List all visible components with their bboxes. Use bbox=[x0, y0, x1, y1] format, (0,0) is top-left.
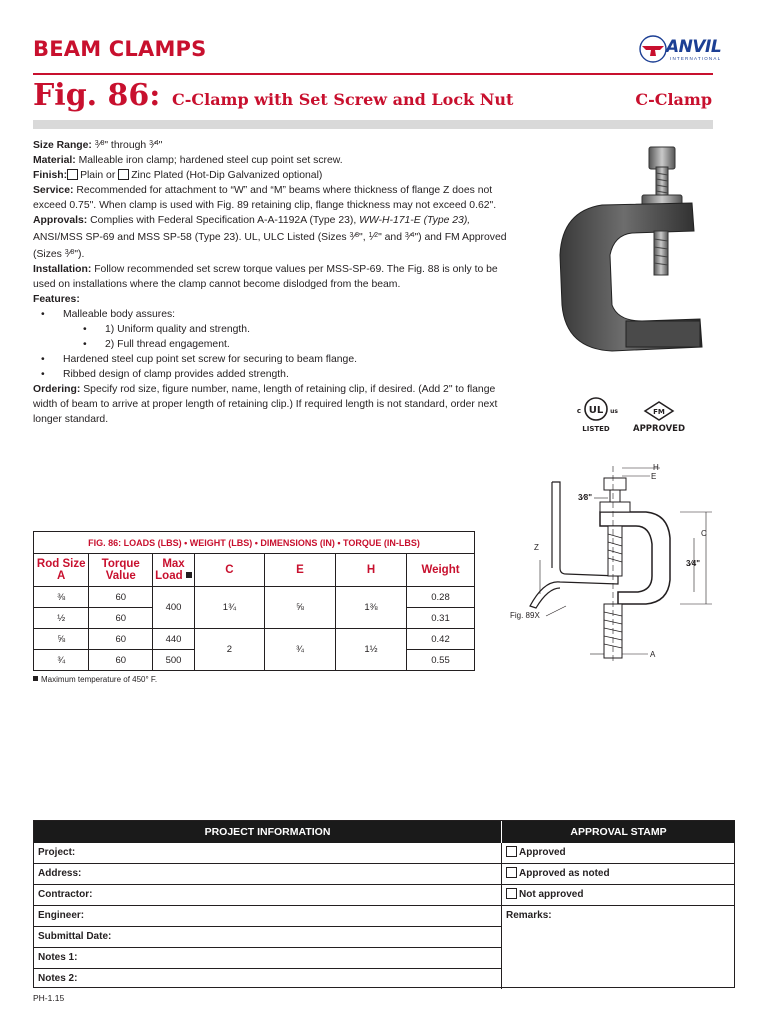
col-c: C bbox=[194, 554, 264, 587]
figure-type: C-Clamp bbox=[635, 90, 712, 109]
ul-listed-mark bbox=[571, 394, 621, 434]
footnote-marker-icon bbox=[186, 572, 192, 578]
dim-a-label: A bbox=[650, 650, 656, 659]
ul-us-text: us bbox=[610, 408, 618, 415]
ul-c-text: c bbox=[576, 407, 582, 415]
footnote-marker-icon bbox=[33, 676, 38, 681]
finish-plain-checkbox[interactable] bbox=[67, 169, 78, 180]
cell-torque: 60 bbox=[89, 587, 153, 608]
ul-listed-text: LISTED bbox=[582, 425, 610, 433]
dim-rod-label: 3⁄8" bbox=[578, 493, 593, 502]
approved-as-noted-checkbox[interactable] bbox=[506, 867, 517, 878]
cell-rod: ½ bbox=[34, 608, 89, 629]
spec-installation: Installation: Follow recommended set screw torque values per MSS-SP-69. The Fig. 88 is only to be used on installations where the clamp cannot become dislodged from the beam. bbox=[33, 264, 498, 290]
project-info-header: PROJECT INFORMATION bbox=[34, 821, 501, 843]
table-footnote: Maximum temperature of 450° F. bbox=[33, 675, 157, 684]
approval-stamp-header: APPROVAL STAMP bbox=[502, 821, 735, 843]
anvil-icon bbox=[638, 34, 668, 64]
clip-label: Fig. 89X bbox=[510, 611, 540, 620]
product-photo bbox=[552, 145, 712, 375]
header-rule bbox=[33, 73, 713, 75]
submittal-date-field[interactable]: Submittal Date: bbox=[34, 927, 501, 948]
list-item: • Hardened steel cup point set screw for securing to beam flange. bbox=[41, 352, 513, 367]
cell-weight: 0.28 bbox=[407, 587, 475, 608]
dim-h-label: H bbox=[653, 463, 659, 472]
cell-weight: 0.55 bbox=[407, 650, 475, 671]
col-rod-size: Rod Size A bbox=[34, 554, 89, 587]
col-torque: Torque Value bbox=[89, 554, 153, 587]
finish-zinc-checkbox[interactable] bbox=[118, 169, 129, 180]
spec-approvals: Approvals: Complies with Federal Specification A-A-1192A (Type 23), WW-H-171-E (Type 23), ANSI/MSS SP-69 and MSS SP-58 (Type 23). UL, ULC Listed (Sizes $^3$⁄$^8$", $^1$⁄$^2$" and $^3$⁄$^4$") and FM Approved (Sizes $^3$⁄$^8$"). bbox=[33, 215, 507, 260]
project-field[interactable]: Project: bbox=[34, 843, 501, 864]
dim-34-label: 3⁄4" bbox=[686, 559, 701, 568]
cell-e: ¾ bbox=[264, 629, 335, 671]
cell-h: 1⅜ bbox=[335, 587, 406, 629]
specifications bbox=[33, 136, 513, 427]
cell-load: 500 bbox=[153, 650, 195, 671]
table-row bbox=[34, 629, 475, 650]
dimension-diagram bbox=[500, 456, 730, 666]
section-title: BEAM CLAMPS bbox=[33, 37, 207, 61]
loads-table bbox=[33, 531, 475, 671]
spec-features: Features: bbox=[33, 294, 80, 305]
project-information-form bbox=[33, 820, 735, 988]
list-item: • Malleable body assures: bbox=[41, 307, 513, 322]
table-row bbox=[34, 587, 475, 608]
engineer-field[interactable]: Engineer: bbox=[34, 906, 501, 927]
page-code: PH-1.15 bbox=[33, 993, 65, 1003]
features-sublist bbox=[83, 322, 513, 352]
not-approved-checkbox[interactable] bbox=[506, 888, 517, 899]
fm-approved-mark bbox=[628, 400, 690, 434]
list-item: • 2) Full thread engagement. bbox=[83, 337, 513, 352]
col-h: H bbox=[335, 554, 406, 587]
cell-load: 400 bbox=[153, 587, 195, 629]
fm-approved-text: APPROVED bbox=[632, 424, 686, 434]
list-item: • Ribbed design of clamp provides added strength. bbox=[41, 367, 513, 382]
cell-load: 440 bbox=[153, 629, 195, 650]
remarks-field[interactable]: Remarks: bbox=[506, 910, 552, 921]
col-max-load: Max Load bbox=[153, 554, 195, 587]
fm-text: FM bbox=[653, 408, 665, 416]
cell-weight: 0.42 bbox=[407, 629, 475, 650]
dim-e-label: E bbox=[651, 472, 657, 481]
figure-number: Fig. 86: bbox=[33, 78, 161, 113]
header-band bbox=[33, 120, 713, 129]
col-e: E bbox=[264, 554, 335, 587]
anvil-logo bbox=[638, 34, 738, 66]
notes-1-field[interactable]: Notes 1: bbox=[34, 948, 501, 969]
cell-rod: ⅜ bbox=[34, 587, 89, 608]
cell-torque: 60 bbox=[89, 608, 153, 629]
not-approved-option[interactable]: Not approved bbox=[502, 885, 735, 906]
ul-text: UL bbox=[588, 405, 604, 416]
approved-option[interactable]: Approved bbox=[502, 843, 735, 864]
cell-c: 2 bbox=[194, 629, 264, 671]
logo-wordmark: ANVIL bbox=[666, 37, 722, 57]
features-list-2 bbox=[41, 352, 513, 382]
spec-finish: Finish: Plain or Zinc Plated (Hot-Dip Galvanized optional) bbox=[33, 170, 323, 181]
features-list bbox=[41, 307, 513, 322]
cell-weight: 0.31 bbox=[407, 608, 475, 629]
notes-2-field[interactable]: Notes 2: bbox=[38, 973, 78, 984]
table-caption: FIG. 86: LOADS (LBS) • WEIGHT (LBS) • DIMENSIONS (IN) • TORQUE (IN-LBS) bbox=[34, 532, 475, 554]
spec-material: Material: Malleable iron clamp; hardened steel cup point set screw. bbox=[33, 155, 343, 166]
list-item: • 1) Uniform quality and strength. bbox=[83, 322, 513, 337]
cell-torque: 60 bbox=[89, 629, 153, 650]
contractor-field[interactable]: Contractor: bbox=[34, 885, 501, 906]
cell-h: 1½ bbox=[335, 629, 406, 671]
spec-size-range: Size Range: $^3$⁄$^8$" through $^3$⁄$^4$" bbox=[33, 140, 163, 151]
cell-rod: ¾ bbox=[34, 650, 89, 671]
dim-c-label: C bbox=[701, 529, 707, 538]
approved-checkbox[interactable] bbox=[506, 846, 517, 857]
figure-name: C-Clamp with Set Screw and Lock Nut bbox=[172, 90, 514, 109]
cell-torque: 60 bbox=[89, 650, 153, 671]
cell-e: ⅝ bbox=[264, 587, 335, 629]
approved-as-noted-option[interactable]: Approved as noted bbox=[502, 864, 735, 885]
spec-ordering: Ordering: Specify rod size, figure number, name, length of retaining clip, if desired. (Add 2" to flange width of beam to arrive at proper length of retaining clip.) If required length is not standard, order next longer standard. bbox=[33, 384, 498, 425]
cell-rod: ⅝ bbox=[34, 629, 89, 650]
logo-subtitle: INTERNATIONAL bbox=[670, 56, 722, 61]
cell-c: 1¾ bbox=[194, 587, 264, 629]
address-field[interactable]: Address: bbox=[34, 864, 501, 885]
col-weight: Weight bbox=[407, 554, 475, 587]
spec-service: Service: Recommended for attachment to “W” and “M” beams where thickness of flange Z does not exceed 0.75". When clamp is used with Fig. 89 retaining clip, flange thickness may not exceed 0.62". bbox=[33, 185, 497, 211]
dim-z-label: Z bbox=[534, 543, 539, 552]
